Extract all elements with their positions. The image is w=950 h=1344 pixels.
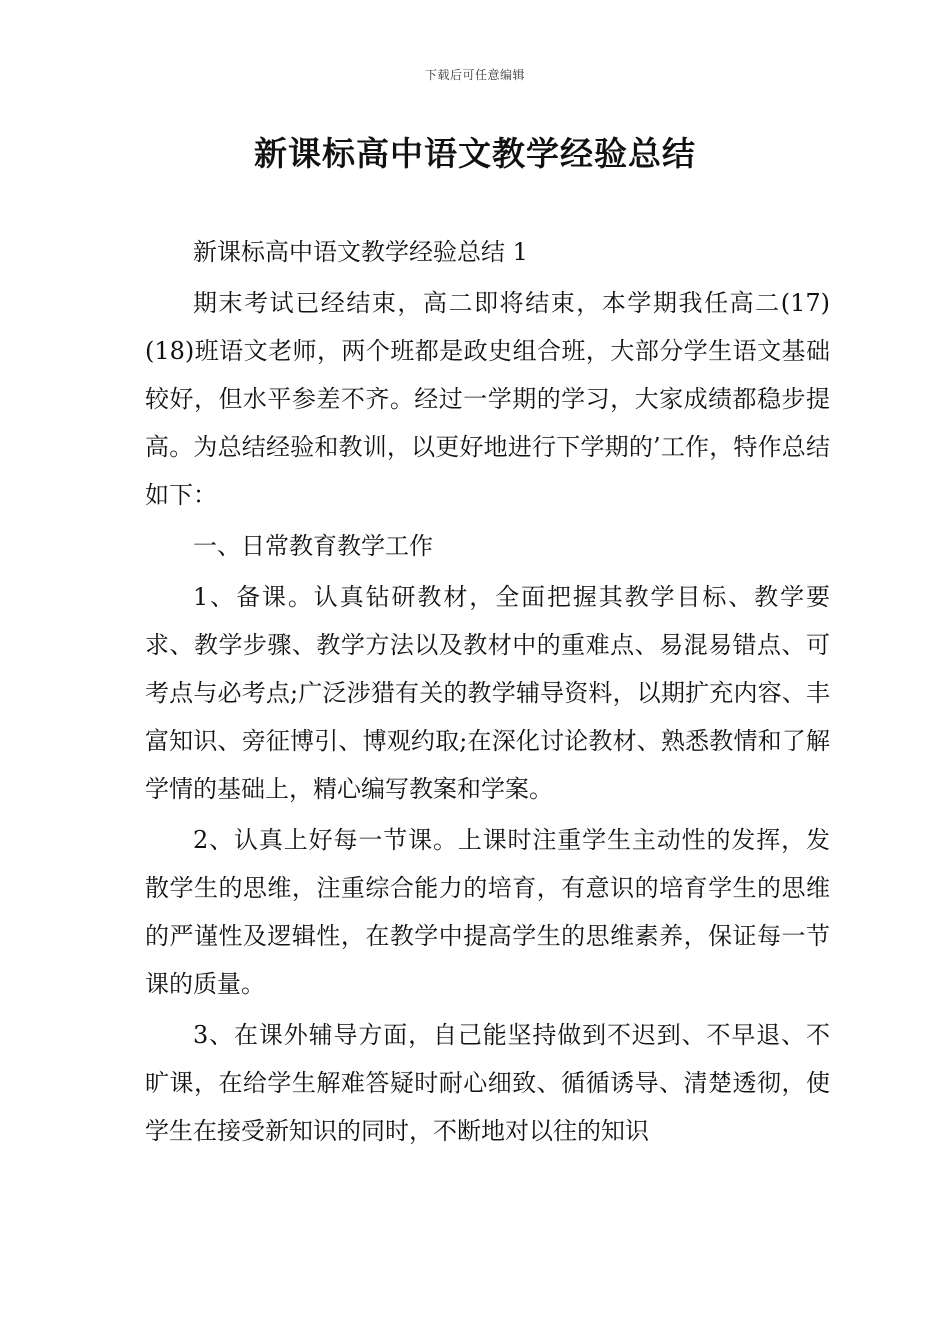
section-heading: 新课标高中语文教学经验总结 1 [193,238,528,266]
document-body [145,228,830,1158]
document-title: 新课标高中语文教学经验总结 [254,134,696,173]
paragraph-lesson-prep: 1、备课。认真钻研教材，全面把握其教学目标、教学要求、教学步骤、教学方法以及教材中的重难点、易混易错点、可考点与必考点;广泛涉猎有关的教学辅导资料，以期扩充内容、丰富知识、旁征博引、博观约取;在深化讨论教材、熟悉教情和了解学情的基础上，精心编写教案和学案。 [145,583,830,803]
header-note: 下载后可任意编辑 [424,68,525,82]
paragraph-teaching: 2、认真上好每一节课。上课时注重学生主动性的发挥，发散学生的思维，注重综合能力的培育，有意识的培育学生的思维的严谨性及逻辑性，在教学中提高学生的思维素养，保证每一节课的质量。 [145,826,830,998]
paragraph-intro: 期末考试已经结束，高二即将结束，本学期我任高二(17)(18)班语文老师，两个班都是政史组合班，大部分学生语文基础较好，但水平参差不齐。经过一学期的学习，大家成绩都稳步提高。为总结经验和教训，以更好地进行下学期的’工作，特作总结如下： [145,289,830,509]
paragraph-tutoring: 3、在课外辅导方面，自己能坚持做到不迟到、不早退、不旷课，在给学生解难答疑时耐心细致、循循诱导、清楚透彻，使学生在接受新知识的同时，不断地对以往的知识 [145,1021,830,1145]
subsection-heading: 一、日常教育教学工作 [193,532,433,560]
